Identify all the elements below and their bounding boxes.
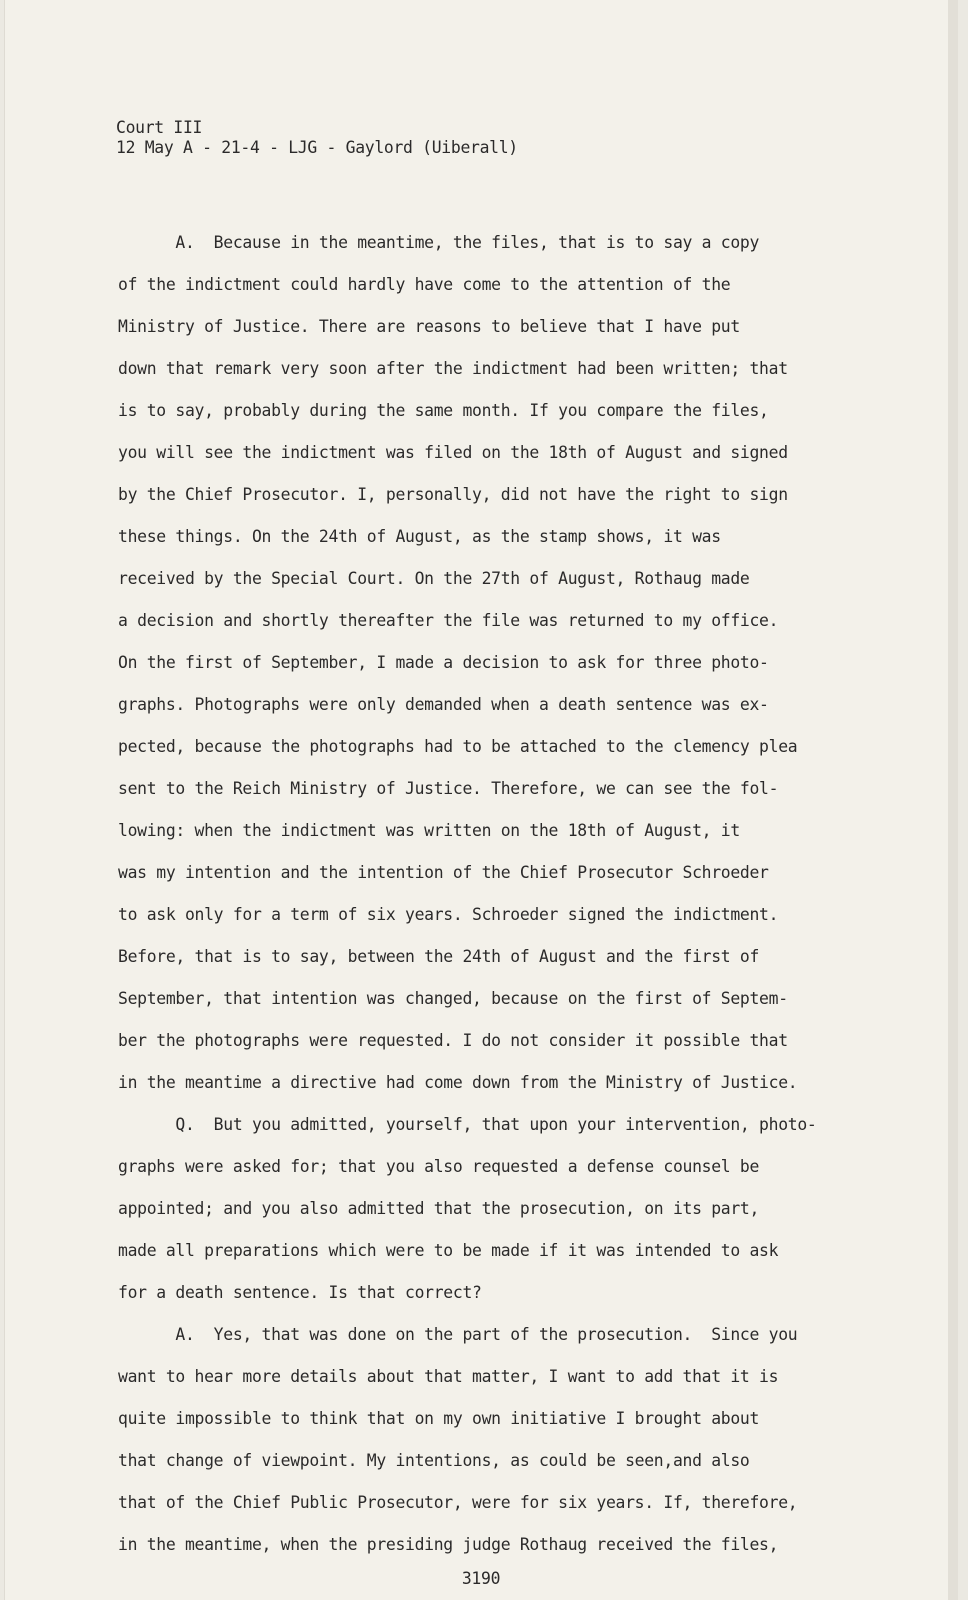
body-line: was my intention and the intention of the Chief Prosecutor Schroeder — [118, 863, 769, 882]
body-line: in the meantime, when the presiding judge Rothaug received the files, — [118, 1535, 779, 1554]
body-line: Before, that is to say, between the 24th of August and the first of — [118, 947, 760, 966]
body-line: received by the Special Court. On the 27th of August, Rothaug made — [118, 569, 750, 588]
body-line: sent to the Reich Ministry of Justice. Therefore, we can see the fol- — [118, 779, 779, 798]
body-line: these things. On the 24th of August, as the stamp shows, it was — [118, 527, 721, 546]
court-label: Court III — [116, 118, 203, 137]
body-line: is to say, probably during the same month. If you compare the files, — [118, 401, 769, 420]
body-line: lowing: when the indictment was written on the 18th of August, it — [118, 821, 740, 840]
body-line: made all preparations which were to be made if it was intended to ask — [118, 1241, 779, 1260]
body-line: September, that intention was changed, because on the first of Septem- — [118, 989, 788, 1008]
body-line: graphs. Photographs were only demanded when a death sentence was ex- — [118, 695, 769, 714]
body-line: ber the photographs were requested. I do not consider it possible that — [118, 1031, 788, 1050]
body-line: in the meantime a directive had come down from the Ministry of Justice. — [118, 1073, 798, 1092]
body-line: Q. But you admitted, yourself, that upon your intervention, photo- — [118, 1115, 817, 1134]
transcript-header — [116, 118, 518, 158]
body-line: of the indictment could hardly have come to the attention of the — [118, 275, 731, 294]
body-line: to ask only for a term of six years. Schroeder signed the indictment. — [118, 905, 779, 924]
transcript-body — [118, 222, 816, 1566]
body-line: by the Chief Prosecutor. I, personally, did not have the right to sign — [118, 485, 788, 504]
body-line: pected, because the photographs had to be attached to the clemency plea — [118, 737, 798, 756]
body-line: down that remark very soon after the indictment had been written; that — [118, 359, 788, 378]
body-line: A. Yes, that was done on the part of the prosecution. Since you — [118, 1325, 798, 1344]
body-line: appointed; and you also admitted that the prosecution, on its part, — [118, 1199, 760, 1218]
body-line: Ministry of Justice. There are reasons to believe that I have put — [118, 317, 740, 336]
body-line: a decision and shortly thereafter the file was returned to my office. — [118, 611, 779, 630]
body-line: you will see the indictment was filed on the 18th of August and signed — [118, 443, 788, 462]
body-line: want to hear more details about that matter, I want to add that it is — [118, 1367, 779, 1386]
body-line: On the first of September, I made a decision to ask for three photo- — [118, 653, 769, 672]
body-line: that change of viewpoint. My intentions, as could be seen,and also — [118, 1451, 750, 1470]
body-line: that of the Chief Public Prosecutor, were for six years. If, therefore, — [118, 1493, 798, 1512]
document-page — [4, 0, 958, 1600]
page-edge — [948, 0, 958, 1600]
body-line: graphs were asked for; that you also requested a defense counsel be — [118, 1157, 760, 1176]
page-number: 3190 — [461, 1569, 501, 1588]
session-reference: 12 May A - 21-4 - LJG - Gaylord (Uiberall) — [116, 138, 518, 157]
body-line: quite impossible to think that on my own initiative I brought about — [118, 1409, 760, 1428]
body-line: for a death sentence. Is that correct? — [118, 1283, 482, 1302]
body-line: A. Because in the meantime, the files, that is to say a copy — [118, 233, 760, 252]
